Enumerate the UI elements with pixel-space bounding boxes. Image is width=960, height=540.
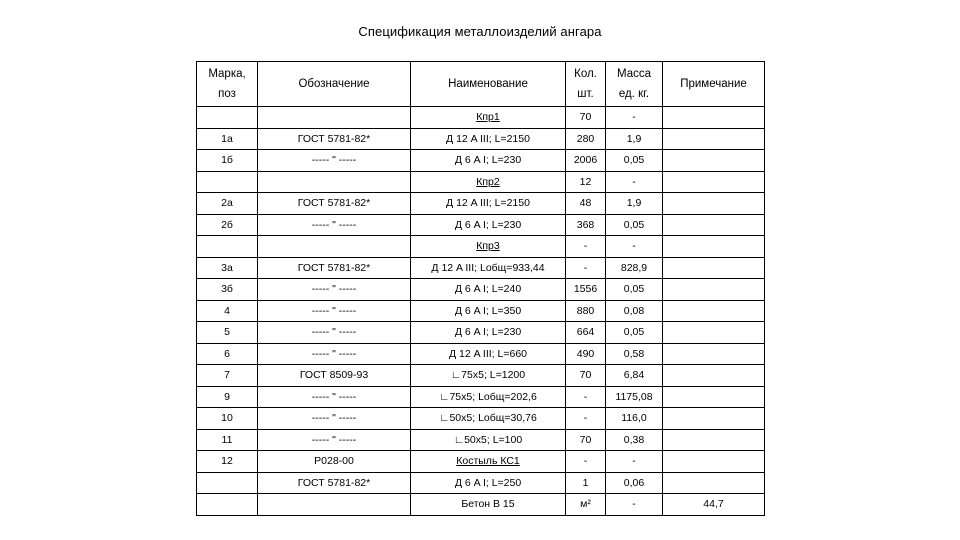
cell-designation: ГОСТ 5781-82* [258, 472, 411, 494]
cell-qty: 70 [566, 429, 606, 451]
cell-note [663, 386, 765, 408]
cell-mark: 10 [197, 408, 258, 430]
cell-mark [197, 171, 258, 193]
cell-note [663, 236, 765, 258]
cell-note [663, 429, 765, 451]
cell-mass: 6,84 [606, 365, 663, 387]
cell-note [663, 300, 765, 322]
cell-mass: - [606, 494, 663, 516]
table-row [197, 257, 765, 279]
cell-name: Д 6 A I; L=230 [411, 322, 566, 344]
cell-qty: 1 [566, 472, 606, 494]
cell-designation: ----- " ----- [258, 386, 411, 408]
table-row [197, 214, 765, 236]
cell-name: Д 12 A III; L=2150 [411, 193, 566, 215]
column-header-mass: Масса ед. кг. [606, 62, 663, 107]
cell-note [663, 408, 765, 430]
cell-mass: 0,58 [606, 343, 663, 365]
cell-mass: - [606, 171, 663, 193]
cell-qty: 48 [566, 193, 606, 215]
cell-mass: 0,06 [606, 472, 663, 494]
cell-mark [197, 107, 258, 129]
cell-name: Д 12 A III; L=660 [411, 343, 566, 365]
table-row [197, 107, 765, 129]
cell-mark: 1б [197, 150, 258, 172]
cell-qty: - [566, 408, 606, 430]
cell-mass: - [606, 451, 663, 473]
table-row [197, 128, 765, 150]
cell-designation: ----- " ----- [258, 150, 411, 172]
cell-mass: 828,9 [606, 257, 663, 279]
column-header-name: Наименование [411, 62, 566, 107]
cell-note [663, 279, 765, 301]
cell-name: ∟75x5; L=1200 [411, 365, 566, 387]
table-row [197, 343, 765, 365]
cell-mass: - [606, 107, 663, 129]
cell-qty: 2006 [566, 150, 606, 172]
table-row [197, 150, 765, 172]
cell-name: ∟50x5; L=100 [411, 429, 566, 451]
cell-name: Д 6 A I; L=230 [411, 150, 566, 172]
table-body [197, 107, 765, 516]
cell-note [663, 343, 765, 365]
cell-designation: ГОСТ 8509-93 [258, 365, 411, 387]
cell-note [663, 365, 765, 387]
cell-qty: 12 [566, 171, 606, 193]
cell-name: Кпр1 [411, 107, 566, 129]
cell-mark: 3а [197, 257, 258, 279]
cell-qty: - [566, 386, 606, 408]
cell-mark: 11 [197, 429, 258, 451]
cell-designation [258, 494, 411, 516]
cell-mass: 0,05 [606, 279, 663, 301]
cell-mark: 12 [197, 451, 258, 473]
cell-mark: 4 [197, 300, 258, 322]
cell-designation [258, 236, 411, 258]
table-row [197, 300, 765, 322]
table-row [197, 279, 765, 301]
cell-designation: ГОСТ 5781-82* [258, 128, 411, 150]
table-row [197, 236, 765, 258]
cell-mark: 1а [197, 128, 258, 150]
cell-mark: 2а [197, 193, 258, 215]
cell-note [663, 193, 765, 215]
cell-qty: 368 [566, 214, 606, 236]
table-row [197, 451, 765, 473]
table-row [197, 365, 765, 387]
cell-name: Д 12 A III; Lобщ=933,44 [411, 257, 566, 279]
cell-name: ∟50x5; Lобщ=30,76 [411, 408, 566, 430]
cell-name: Д 6 A I; L=240 [411, 279, 566, 301]
cell-name: Кпр3 [411, 236, 566, 258]
cell-designation [258, 107, 411, 129]
cell-note [663, 214, 765, 236]
cell-mark: 5 [197, 322, 258, 344]
cell-qty: 70 [566, 107, 606, 129]
cell-qty: м² [566, 494, 606, 516]
cell-designation: ГОСТ 5781-82* [258, 257, 411, 279]
page-title: Спецификация металлоизделий ангара [358, 24, 602, 39]
cell-designation: ----- " ----- [258, 429, 411, 451]
cell-qty: 880 [566, 300, 606, 322]
cell-mark: 2б [197, 214, 258, 236]
table-row [197, 408, 765, 430]
cell-designation: ----- " ----- [258, 300, 411, 322]
cell-mass: 116,0 [606, 408, 663, 430]
cell-designation: ----- " ----- [258, 214, 411, 236]
cell-name: Бетон В 15 [411, 494, 566, 516]
cell-name: Д 6 A I; L=250 [411, 472, 566, 494]
cell-designation: ----- " ----- [258, 408, 411, 430]
cell-note [663, 107, 765, 129]
cell-mass: 1,9 [606, 193, 663, 215]
cell-mass: 1175,08 [606, 386, 663, 408]
cell-designation [258, 171, 411, 193]
table-row [197, 494, 765, 516]
table-header-row [197, 62, 765, 107]
cell-qty: 1556 [566, 279, 606, 301]
cell-qty: 280 [566, 128, 606, 150]
cell-mass: 0,05 [606, 214, 663, 236]
cell-name: ∟75x5; Lобщ=202,6 [411, 386, 566, 408]
cell-designation: ----- " ----- [258, 322, 411, 344]
table-row [197, 429, 765, 451]
column-header-note: Примечание [663, 62, 765, 107]
specification-table [196, 61, 765, 516]
cell-note [663, 322, 765, 344]
cell-mass: 0,38 [606, 429, 663, 451]
table-row [197, 386, 765, 408]
cell-mark: 3б [197, 279, 258, 301]
cell-qty: - [566, 257, 606, 279]
cell-mass: - [606, 236, 663, 258]
cell-name: Д 6 A I; L=350 [411, 300, 566, 322]
cell-designation: Р028-00 [258, 451, 411, 473]
cell-mark [197, 494, 258, 516]
cell-name: Кпр2 [411, 171, 566, 193]
cell-qty: 70 [566, 365, 606, 387]
cell-qty: - [566, 236, 606, 258]
cell-designation: ГОСТ 5781-82* [258, 193, 411, 215]
table-row [197, 472, 765, 494]
column-header-qty: Кол. шт. [566, 62, 606, 107]
column-header-mark: Марка, поз [197, 62, 258, 107]
cell-qty: 490 [566, 343, 606, 365]
cell-designation: ----- " ----- [258, 343, 411, 365]
cell-qty: - [566, 451, 606, 473]
cell-mark: 7 [197, 365, 258, 387]
cell-note [663, 171, 765, 193]
cell-mass: 0,05 [606, 322, 663, 344]
cell-mark [197, 236, 258, 258]
table-row [197, 193, 765, 215]
cell-qty: 664 [566, 322, 606, 344]
cell-note: 44,7 [663, 494, 765, 516]
cell-note [663, 257, 765, 279]
cell-note [663, 128, 765, 150]
cell-name: Д 6 A I; L=230 [411, 214, 566, 236]
column-header-designation: Обозначение [258, 62, 411, 107]
cell-name: Костыль КС1 [411, 451, 566, 473]
cell-note [663, 472, 765, 494]
cell-note [663, 150, 765, 172]
cell-mark: 6 [197, 343, 258, 365]
cell-note [663, 451, 765, 473]
cell-mass: 1,9 [606, 128, 663, 150]
table-row [197, 322, 765, 344]
cell-name: Д 12 A III; L=2150 [411, 128, 566, 150]
cell-mark: 9 [197, 386, 258, 408]
cell-mass: 0,05 [606, 150, 663, 172]
table-row [197, 171, 765, 193]
cell-mass: 0,08 [606, 300, 663, 322]
cell-mark [197, 472, 258, 494]
cell-designation: ----- " ----- [258, 279, 411, 301]
